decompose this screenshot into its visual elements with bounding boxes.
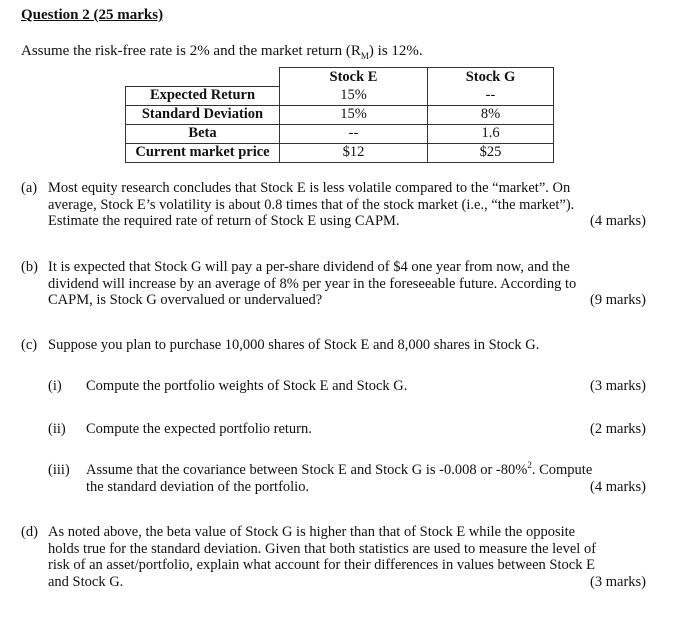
intro-text-before: Assume the risk-free rate is 2% and the market return (R	[21, 43, 361, 59]
part-c-i	[48, 378, 646, 395]
part-c-iii-superscript: 2	[527, 460, 532, 471]
table-header-row	[126, 68, 554, 87]
table-row	[126, 105, 554, 124]
part-c-i-marks: (3 marks)	[590, 378, 646, 394]
cell-g-beta: 1.6	[428, 124, 554, 143]
intro-subscript: M	[360, 51, 369, 61]
part-c-iii-last-text: the standard deviation of the portfolio.	[86, 478, 310, 495]
table-row	[126, 124, 554, 143]
part-d-label: (d)	[21, 524, 38, 540]
part-c-i-label: (i)	[48, 378, 62, 394]
part-a	[21, 180, 646, 230]
header-stock-e: Stock E	[280, 68, 428, 87]
part-c-iii-label: (iii)	[48, 462, 70, 478]
stock-data-table	[125, 67, 554, 163]
part-c-iii-last-line	[86, 479, 646, 496]
intro-text-after: ) is 12%.	[368, 43, 423, 59]
part-c-ii-marks: (2 marks)	[590, 421, 646, 437]
part-a-marks: (4 marks)	[590, 213, 646, 229]
table-row	[126, 86, 554, 105]
part-a-line-1: Most equity research concludes that Stock E is less volatile compared to the “market”. On	[48, 180, 571, 196]
header-stock-g: Stock G	[428, 68, 554, 87]
intro-statement	[21, 43, 423, 60]
part-b-last-text: CAPM, is Stock G overvalued or undervalued?	[48, 292, 323, 308]
part-b	[21, 259, 646, 309]
part-b-line-1: It is expected that Stock G will pay a per-share dividend of $4 one year from now, and the	[48, 259, 570, 275]
part-d-last-line	[48, 574, 646, 591]
cell-g-current-market-price: $25	[428, 143, 554, 162]
part-b-last-line	[48, 292, 646, 309]
part-a-last-line	[48, 213, 646, 230]
part-c-iii-line-1	[86, 462, 646, 479]
part-c-i-text: Compute the portfolio weights of Stock E and Stock G.	[86, 378, 408, 394]
row-label-expected-return: Expected Return	[126, 86, 280, 105]
part-d-line-1: As noted above, the beta value of Stock G is higher than that of Stock E while the opposite	[48, 524, 576, 540]
part-d-marks: (3 marks)	[590, 573, 646, 590]
part-c-ii-text: Compute the expected portfolio return.	[86, 421, 312, 437]
part-a-body	[48, 180, 646, 230]
part-c-label: (c)	[21, 337, 38, 353]
part-b-label: (b)	[21, 259, 38, 275]
cell-g-expected-return: --	[428, 86, 554, 105]
part-b-line-2: dividend will increase by an average of 8% per year in the foreseeable future. According to	[48, 275, 577, 292]
part-c-iii-marks: (4 marks)	[590, 478, 646, 495]
cell-e-current-market-price: $12	[280, 143, 428, 162]
part-c-iii-text-before: Assume that the covariance between Stock E and Stock G is -0.008 or -80%	[86, 462, 528, 478]
row-label-beta: Beta	[126, 124, 280, 143]
part-c-iii	[48, 462, 646, 495]
part-c-iii-text-after: . Compute	[531, 462, 593, 478]
part-c-ii	[48, 421, 646, 438]
part-d-line-2: holds true for the standard deviation. Given that both statistics are used to measure the level of	[48, 540, 597, 557]
cell-g-standard-deviation: 8%	[428, 105, 554, 124]
cell-e-standard-deviation: 15%	[280, 105, 428, 124]
part-d	[21, 524, 646, 590]
table-corner-cell	[126, 68, 280, 87]
part-d-last-text: and Stock G.	[48, 573, 124, 590]
part-d-line-3: risk of an asset/portfolio, explain what account for their differences in values between Stock E	[48, 557, 595, 573]
row-label-standard-deviation: Standard Deviation	[126, 105, 280, 124]
part-c	[21, 337, 646, 354]
part-a-line-2: average, Stock E’s volatility is about 0.8 times that of the stock market (i.e., “the market”).	[48, 196, 575, 213]
cell-e-beta: --	[280, 124, 428, 143]
part-d-body	[48, 524, 646, 590]
cell-e-expected-return: 15%	[280, 86, 428, 105]
part-b-body	[48, 259, 646, 309]
table-row	[126, 143, 554, 162]
part-c-ii-label: (ii)	[48, 421, 66, 437]
row-label-current-market-price: Current market price	[126, 143, 280, 162]
part-a-last-text: Estimate the required rate of return of Stock E using CAPM.	[48, 213, 400, 229]
part-b-marks: (9 marks)	[590, 292, 646, 308]
part-c-text: Suppose you plan to purchase 10,000 shares of Stock E and 8,000 shares in Stock G.	[48, 337, 540, 353]
question-title: Question 2 (25 marks)	[21, 7, 164, 23]
part-a-label: (a)	[21, 180, 38, 196]
